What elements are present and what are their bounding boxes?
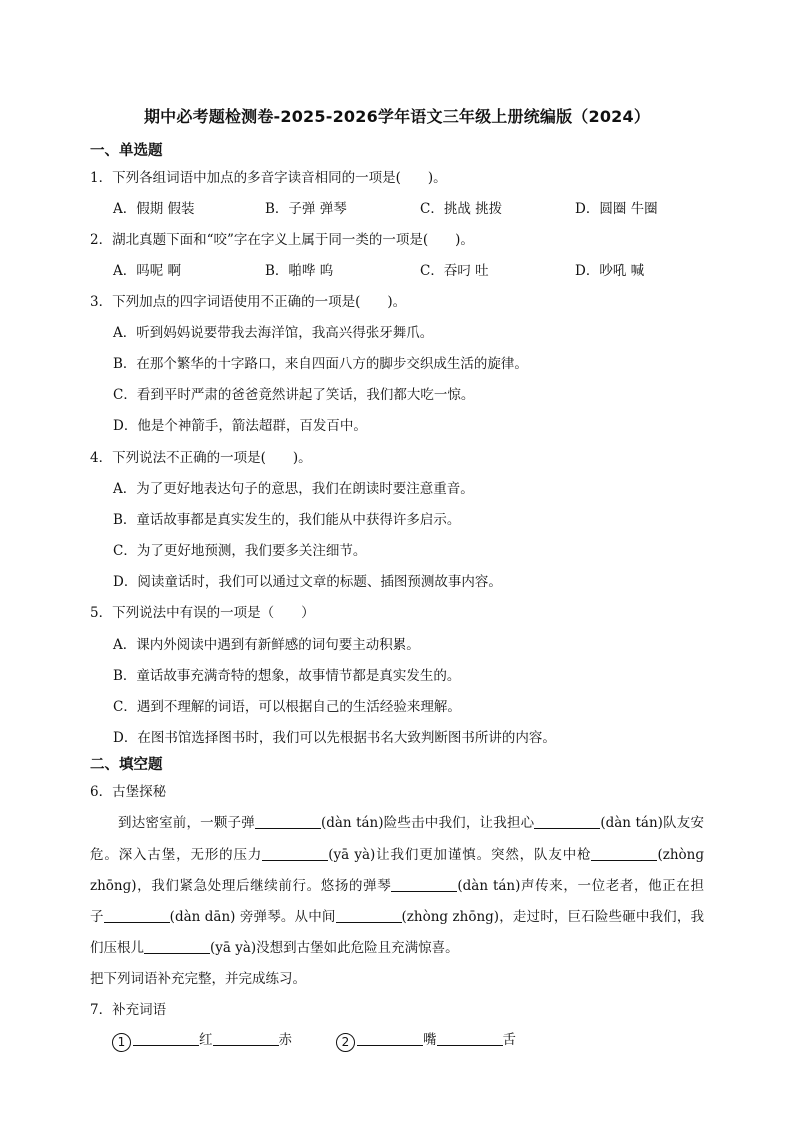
answer-blank[interactable] xyxy=(591,846,657,861)
q3-option-a[interactable]: A．听到妈妈说要带我去海洋馆，我高兴得张牙舞爪。 xyxy=(113,325,434,341)
q4-option-d[interactable]: D．阅读童话时，我们可以通过文章的标题、插图预测故事内容。 xyxy=(113,574,502,590)
question-6-heading: 6．古堡探秘 xyxy=(90,784,167,800)
q6-text: (dàn tán)队友安 xyxy=(600,815,704,831)
q6-text: (dàn tán)声传来，一位老者，他正在担 xyxy=(457,878,704,894)
q6-text: 们压根儿 xyxy=(90,940,144,956)
answer-blank[interactable] xyxy=(133,1031,199,1046)
q7-item-1 xyxy=(112,1028,292,1052)
answer-blank[interactable] xyxy=(336,908,402,923)
question-5-stem: 5．下列说法中有误的一项是（ ） xyxy=(90,605,315,621)
q6-text: (zhòng zhōng)，走过时，巨石险些砸中我们，我 xyxy=(401,909,705,925)
q7-char: 舌 xyxy=(502,1032,516,1048)
q6-text: 危。深入古堡，无形的压力 xyxy=(90,847,263,863)
answer-blank[interactable] xyxy=(255,814,321,829)
page-title: 期中必考题检测卷-2025-2026学年语文三年级上册统编版（2024） xyxy=(143,107,651,126)
answer-blank[interactable] xyxy=(357,1031,423,1046)
q1-option-a[interactable]: A．假期 假装 xyxy=(113,201,195,217)
answer-blank[interactable] xyxy=(534,814,600,829)
section-single-choice: 一、单选题 xyxy=(90,143,163,159)
question-2-stem: 2．湖北真题下面和“咬”字在字义上属于同一类的一项是( )。 xyxy=(90,232,474,248)
q7-char: 红 xyxy=(199,1032,213,1048)
q4-option-a[interactable]: A．为了更好地表达句子的意思，我们在朗读时要注意重音。 xyxy=(113,481,474,497)
q2-option-c[interactable]: C．吞叼 吐 xyxy=(420,263,489,279)
q6-passage-line-1 xyxy=(90,811,704,831)
question-7-heading: 7．补充词语 xyxy=(90,1002,167,1018)
q6-text: (dàn dān) 旁弹琴。从中间 xyxy=(169,909,336,925)
q6-text: (dàn tán)险些击中我们，让我担心 xyxy=(320,815,535,831)
q5-option-a[interactable]: A．课内外阅读中遇到有新鲜感的词句要主动积累。 xyxy=(113,637,420,653)
q1-option-d[interactable]: D．圆圈 牛圈 xyxy=(575,201,658,217)
question-3-stem: 3．下列加点的四字词语使用不正确的一项是( )。 xyxy=(90,294,407,310)
q6-text: (yā yà)让我们更加谨慎。突然，队友中枪 xyxy=(328,847,592,863)
q2-option-d[interactable]: D．吵吼 喊 xyxy=(575,263,645,279)
q5-option-b[interactable]: B．童话故事充满奇特的想象，故事情节都是真实发生的。 xyxy=(113,668,461,684)
question-1-stem: 1．下列各组词语中加点的多音字读音相同的一项是( )。 xyxy=(90,170,447,186)
q3-option-b[interactable]: B．在那个繁华的十字路口，来自四面八方的脚步交织成生活的旋律。 xyxy=(113,356,528,372)
q6-text: 子 xyxy=(90,909,104,925)
q4-option-b[interactable]: B．童话故事都是真实发生的，我们能从中获得许多启示。 xyxy=(113,512,461,528)
q1-option-c[interactable]: C．挑战 挑拨 xyxy=(420,201,503,217)
q6-text: zhōnɡ)，我们紧急处理后继续前行。悠扬的弹琴 xyxy=(90,878,392,894)
q3-option-c[interactable]: C．看到平时严肃的爸爸竟然讲起了笑话，我们都大吃一惊。 xyxy=(113,387,475,403)
answer-blank[interactable] xyxy=(391,877,457,892)
q6-text: 到达密室前，一颗子弹 xyxy=(118,815,255,831)
circled-number: 1 xyxy=(112,1033,131,1052)
q6-passage-line-2 xyxy=(90,843,704,863)
q6-instruction: 把下列词语补充完整，并完成练习。 xyxy=(90,971,306,987)
answer-blank[interactable] xyxy=(437,1031,503,1046)
answer-blank[interactable] xyxy=(144,939,210,954)
q2-option-a[interactable]: A．吗呢 啊 xyxy=(113,263,182,279)
answer-blank[interactable] xyxy=(262,846,328,861)
q1-option-b[interactable]: B．子弹 弹琴 xyxy=(265,201,347,217)
q4-option-c[interactable]: C．为了更好地预测，我们要多关注细节。 xyxy=(113,543,367,559)
q6-text: (zhònɡ xyxy=(657,847,704,863)
section-fill-blank: 二、填空题 xyxy=(90,757,163,773)
circled-number: 2 xyxy=(336,1033,355,1052)
answer-blank[interactable] xyxy=(213,1031,279,1046)
question-4-stem: 4．下列说法不正确的一项是( )。 xyxy=(90,450,312,466)
q5-option-d[interactable]: D．在图书馆选择图书时，我们可以先根据书名大致判断图书所讲的内容。 xyxy=(113,730,556,746)
q6-passage-line-3 xyxy=(90,874,704,894)
q6-passage-line-5 xyxy=(90,936,704,956)
q3-option-d[interactable]: D．他是个神箭手，箭法超群，百发百中。 xyxy=(113,418,367,434)
q7-item-2 xyxy=(336,1028,516,1052)
q5-option-c[interactable]: C．遇到不理解的词语，可以根据自己的生活经验来理解。 xyxy=(113,699,461,715)
q2-option-b[interactable]: B．啪哗 呜 xyxy=(265,263,334,279)
q7-char: 赤 xyxy=(278,1032,292,1048)
q6-passage-line-4 xyxy=(90,905,704,925)
answer-blank[interactable] xyxy=(104,908,170,923)
q6-text: (yā yà)没想到古堡如此危险且充满惊喜。 xyxy=(210,940,459,956)
q7-char: 嘴 xyxy=(423,1032,437,1048)
